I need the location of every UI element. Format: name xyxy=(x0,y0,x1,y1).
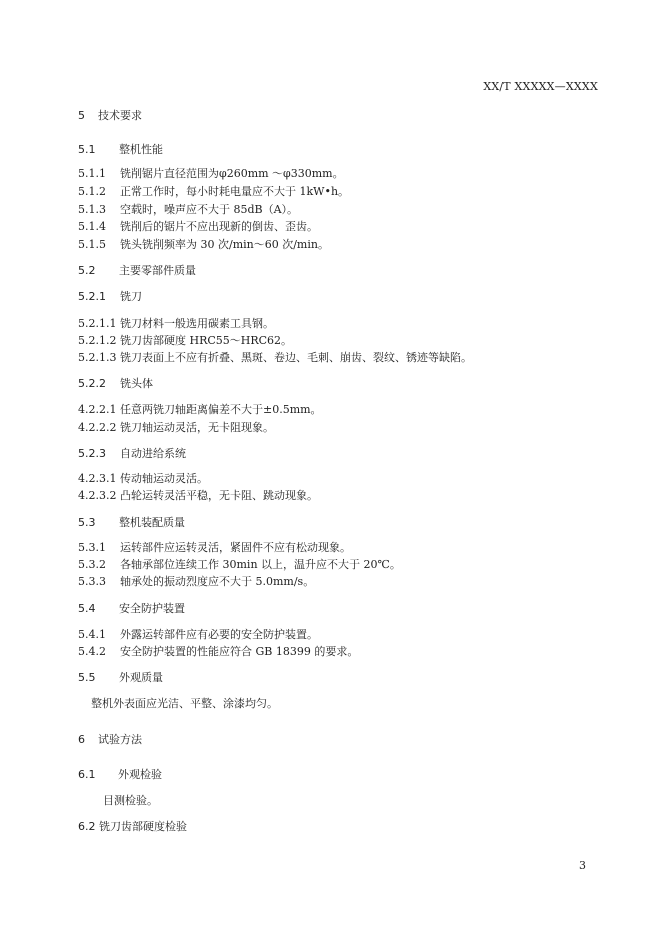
section-number: 6 xyxy=(78,733,85,746)
subsection-number: 5.2.2 xyxy=(78,377,106,390)
subsection-number: 5.1 xyxy=(78,143,96,156)
clause-5-4-1 xyxy=(78,628,318,642)
clause-5-1-1 xyxy=(78,167,344,181)
subsection-title: 整机装配质量 xyxy=(119,516,185,529)
clause-5-1-4 xyxy=(78,220,318,234)
clause-text: 正常工作时，每小时耗电量应不大于 1kW•h。 xyxy=(120,185,350,198)
section-heading-5 xyxy=(78,109,142,123)
subsection-heading-5-2 xyxy=(78,264,196,278)
subsection-title: 铣刀齿部硬度检验 xyxy=(99,820,187,833)
clause-number: 5.1.3 xyxy=(78,203,106,216)
clause-text: 空载时，噪声应不大于 85dB（A）。 xyxy=(120,203,299,216)
subsection-number: 5.5 xyxy=(78,671,96,684)
clause-number: 5.4.2 xyxy=(78,645,106,658)
body-paragraph-5-5: 整机外表面应光洁、平整、涂漆均匀。 xyxy=(91,697,278,710)
page-number: 3 xyxy=(579,859,586,872)
clause-5-3-1 xyxy=(78,541,351,555)
clause-5-4-2 xyxy=(78,645,358,659)
clause-5-1-3 xyxy=(78,203,298,217)
clause-number: 5.1.5 xyxy=(78,238,106,251)
subsection-heading-5-2-3 xyxy=(78,447,186,461)
subsection-heading-5-1 xyxy=(78,143,163,157)
clause-5-1-2 xyxy=(78,185,349,199)
clause-4-2-3-1: 4.2.3.1 传动轴运动灵活。 xyxy=(78,472,208,485)
section-title: 技术要求 xyxy=(98,109,142,122)
subsection-title: 整机性能 xyxy=(119,143,163,156)
clause-number: 5.3.2 xyxy=(78,558,106,571)
subsection-number: 5.4 xyxy=(78,602,96,615)
subsection-heading-5-4 xyxy=(78,602,185,616)
clause-4-2-2-2: 4.2.2.2 铣刀轴运动灵活，无卡阻现象。 xyxy=(78,421,274,434)
clause-number: 5.3.1 xyxy=(78,541,106,554)
subsection-title: 外观质量 xyxy=(119,671,163,684)
clause-text: 外露运转部件应有必要的安全防护装置。 xyxy=(120,628,318,641)
clause-text: 轴承处的振动烈度应不大于 5.0mm/s。 xyxy=(120,575,315,588)
clause-4-2-3-2: 4.2.3.2 凸轮运转灵活平稳，无卡阻、跳动现象。 xyxy=(78,489,318,502)
subsection-title: 自动进给系统 xyxy=(120,447,186,460)
clause-text: 各轴承部位连续工作 30min 以上，温升应不大于 20℃。 xyxy=(120,558,401,571)
subsection-heading-5-2-2 xyxy=(78,377,153,391)
clause-5-2-1-3: 5.2.1.3 铣刀表面上不应有折叠、黑斑、卷边、毛刺、崩齿、裂纹、锈迹等缺陷。 xyxy=(78,351,472,364)
clause-5-2-1-2: 5.2.1.2 铣刀齿部硬度 HRC55～HRC62。 xyxy=(78,334,293,347)
subsection-number: 5.2.1 xyxy=(78,290,106,303)
subsection-title: 主要零部件质量 xyxy=(119,264,196,277)
section-heading-6 xyxy=(78,733,142,747)
clause-number: 5.1.4 xyxy=(78,220,106,233)
clause-5-3-3 xyxy=(78,575,314,589)
section-title: 试验方法 xyxy=(98,733,142,746)
clause-text: 铣头铣削频率为 30 次/min～60 次/min。 xyxy=(120,238,329,251)
clause-text: 安全防护装置的性能应符合 GB 18399 的要求。 xyxy=(120,645,359,658)
clause-5-2-1-1: 5.2.1.1 铣刀材料一般选用碳素工具钢。 xyxy=(78,317,274,330)
subsection-number: 5.2.3 xyxy=(78,447,106,460)
clause-4-2-2-1: 4.2.2.1 任意两铣刀轴距离偏差不大于±0.5mm。 xyxy=(78,403,322,416)
subsection-heading-6-2 xyxy=(78,820,187,834)
clause-number: 5.1.1 xyxy=(78,167,106,180)
clause-number: 5.1.2 xyxy=(78,185,106,198)
subsection-number: 6.1 xyxy=(78,768,96,781)
subsection-number: 5.2 xyxy=(78,264,96,277)
subsection-heading-5-2-1 xyxy=(78,290,142,304)
subsection-title: 安全防护装置 xyxy=(119,602,185,615)
clause-number: 5.3.3 xyxy=(78,575,106,588)
clause-number: 5.4.1 xyxy=(78,628,106,641)
subsection-heading-6-1 xyxy=(78,768,162,782)
subsection-number: 6.2 xyxy=(78,820,96,833)
subsection-heading-5-3 xyxy=(78,516,185,530)
clause-text: 铣削后的锯片不应出现新的倒齿、歪齿。 xyxy=(120,220,318,233)
clause-text: 铣削锯片直径范围为φ260mm ～φ330mm。 xyxy=(120,167,344,180)
body-paragraph-6-1: 目测检验。 xyxy=(103,794,158,807)
clause-5-3-2 xyxy=(78,558,401,572)
subsection-title: 铣刀 xyxy=(120,290,142,303)
subsection-number: 5.3 xyxy=(78,516,96,529)
clause-text: 运转部件应运转灵活，紧固件不应有松动现象。 xyxy=(120,541,351,554)
section-number: 5 xyxy=(78,109,85,122)
subsection-title: 铣头体 xyxy=(120,377,153,390)
subsection-heading-5-5 xyxy=(78,671,163,685)
subsection-title: 外观检验 xyxy=(118,768,162,781)
clause-5-1-5 xyxy=(78,238,329,252)
standard-code: XX/T XXXXX—XXXX xyxy=(483,80,598,93)
